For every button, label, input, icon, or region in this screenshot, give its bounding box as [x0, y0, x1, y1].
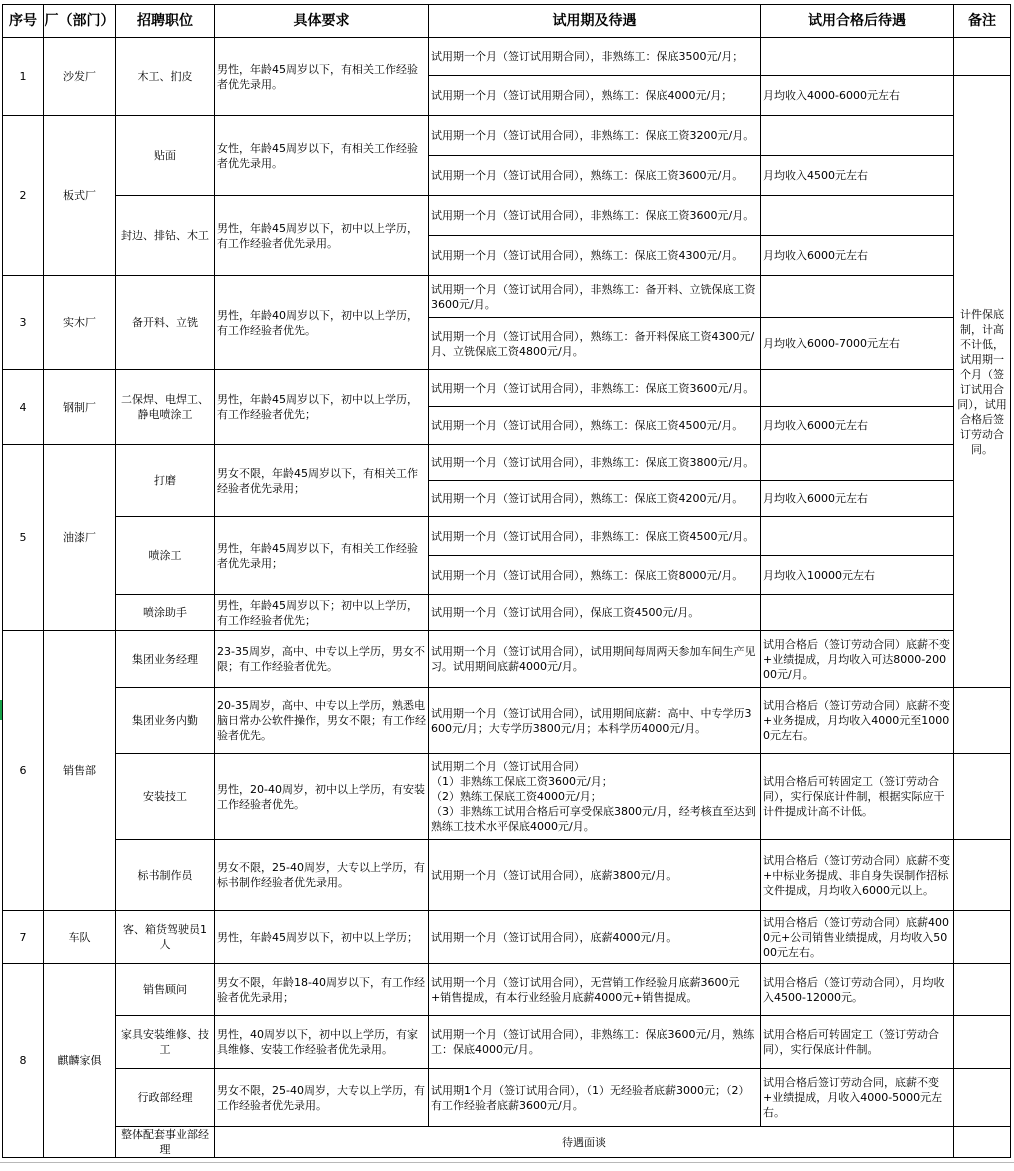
table-row: [3, 276, 1011, 318]
after-cell: [761, 38, 954, 76]
row-no: 2: [3, 116, 44, 276]
note-cell: [954, 1016, 1011, 1069]
requirement-cell: 女性，年龄45周岁以下，有相关工作经验者优先录用。: [215, 116, 429, 196]
trial-cell: 试用期一个月（签订试用合同），试用期间每周两天参加车间生产见习。试用期间底薪4000元/月。: [429, 631, 761, 688]
position-cell: 封边、排钻、木工: [116, 196, 215, 276]
row-no: 8: [3, 964, 44, 1158]
after-cell: 试用合格后可转固定工（签订劳动合同），实行保底计件制。: [761, 1016, 954, 1069]
trial-cell: 试用期一个月（签订试用合同），熟练工：保底工资3600元/月。: [429, 156, 761, 196]
table-row: [3, 116, 1011, 156]
factory-cell: 钢制厂: [44, 370, 116, 445]
trial-cell: 试用期1个月（签订试用合同），（1）无经验者底薪3000元；（2）有工作经验者底薪3600元/月。: [429, 1069, 761, 1127]
position-cell: 安装技工: [116, 754, 215, 840]
position-cell: 集团业务经理: [116, 631, 215, 688]
after-cell: 月均收入4500元左右: [761, 156, 954, 196]
note-cell: [954, 1069, 1011, 1127]
trial-cell: 试用期一个月（签订试用合同），底薪3800元/月。: [429, 840, 761, 911]
remark-cell: 计件保底制，计高不计低，试用期一个月（签订试用合同），试用合格后签订劳动合同。: [954, 76, 1011, 688]
trial-cell: 试用期一个月（签订试用合同），非熟练工：保底3600元/月，熟练工：保底4000元/月。: [429, 1016, 761, 1069]
header-trial: 试用期及待遇: [429, 5, 761, 38]
table-row: [3, 840, 1011, 911]
position-cell: 集团业务内勤: [116, 688, 215, 754]
requirement-cell: 男女不限，年龄45周岁以下，有相关工作经验者优先录用；: [215, 445, 429, 517]
table-row: [3, 1069, 1011, 1127]
position-cell: 备开料、立铣: [116, 276, 215, 370]
table-row: [3, 445, 1011, 481]
after-cell: 试用合格后可转固定工（签订劳动合同），实行保底计件制，根据实际应干计件提成计高不计低。: [761, 754, 954, 840]
table-row: [3, 517, 1011, 556]
trial-cell: 试用期一个月（签订试用合同），非熟练工：保底工资3600元/月。: [429, 196, 761, 236]
header-factory: 厂（部门）: [44, 5, 116, 38]
factory-cell: 沙发厂: [44, 38, 116, 116]
note-cell: [954, 911, 1011, 964]
requirement-cell: 男女不限，年龄18-40周岁以下，有工作经验者优先录用；: [215, 964, 429, 1016]
row-no: 1: [3, 38, 44, 116]
requirement-cell: 男性，年龄45周岁以下；初中以上学历，有工作经验者优先；: [215, 595, 429, 631]
table-row: [3, 631, 1011, 688]
after-cell: [761, 517, 954, 556]
position-cell: 家具安装维修、技工: [116, 1016, 215, 1069]
green-edge-mark: [0, 700, 2, 720]
trial-cell: 试用期一个月（签订试用合同），熟练工：保底工资8000元/月。: [429, 556, 761, 595]
table-row: [3, 1127, 1011, 1158]
requirement-cell: 23-35周岁，高中、中专以上学历，男女不限；有工作经验者优先。: [215, 631, 429, 688]
note-cell: [954, 964, 1011, 1016]
table-row: [3, 370, 1011, 407]
trial-cell: 试用期二个月（签订试用合同） （1）非熟练工保底工资3600元/月； （2）熟练工保底工资4000元/月； （3）非熟练工试用合格后可享受保底3800元/月，经考核直至达到熟练工技术水平保底4000元/月。: [429, 754, 761, 840]
note-cell: [954, 38, 1011, 76]
requirement-cell: 男性，20-40周岁，初中以上学历，有安装工作经验者优先。: [215, 754, 429, 840]
table-row: [3, 911, 1011, 964]
position-cell: 整体配套事业部经理: [116, 1127, 215, 1158]
after-cell: [761, 196, 954, 236]
after-cell: 月均收入6000元左右: [761, 481, 954, 517]
after-cell: [761, 445, 954, 481]
table-row: [3, 595, 1011, 631]
table-row: [3, 688, 1011, 754]
trial-cell: 试用期一个月（签订试用合同），无营销工作经验月底薪3600元+销售提成，有本行业经验月底薪4000元+销售提成。: [429, 964, 761, 1016]
after-cell: [761, 116, 954, 156]
after-cell: 试用合格后（签订劳动合同）底薪不变+中标业务提成、非自身失误制作招标文件提成，月均收入6000元以上。: [761, 840, 954, 911]
position-cell: 销售顾问: [116, 964, 215, 1016]
trial-cell: 试用期一个月（签订试用合同），熟练工：保底工资4200元/月。: [429, 481, 761, 517]
note-cell: [954, 840, 1011, 911]
table-row: [3, 1016, 1011, 1069]
after-cell: 试用合格后（签订劳动合同）底薪不变+业绩提成，月均收入可达8000-20000元/月。: [761, 631, 954, 688]
trial-cell: 试用期一个月（签订试用合同），非熟练工：保底工资3200元/月。: [429, 116, 761, 156]
trial-cell: 试用期一个月（签订试用合同），保底工资4500元/月。: [429, 595, 761, 631]
requirement-cell: 男性，年龄45周岁以下，初中以上学历，有工作经验者优先；: [215, 370, 429, 445]
position-cell: 木工、扪皮: [116, 38, 215, 116]
requirement-cell: 20-35周岁，高中、中专以上学历，熟悉电脑日常办公软件操作，男女不限；有工作经验者优先。: [215, 688, 429, 754]
trial-cell: 试用期一个月（签订试用合同），非熟练工：备开料、立铣保底工资3600元/月。: [429, 276, 761, 318]
after-cell: 试用合格后（签订劳动合同）底薪4000元+公司销售业绩提成，月均收入5000元左右。: [761, 911, 954, 964]
factory-cell: 板式厂: [44, 116, 116, 276]
trial-cell: 试用期一个月（签订试用合同），非熟练工：保底工资3800元/月。: [429, 445, 761, 481]
factory-cell: 麒麟家俱: [44, 964, 116, 1158]
header-requirement: 具体要求: [215, 5, 429, 38]
table-row: [3, 964, 1011, 1016]
note-cell: [954, 754, 1011, 840]
row-no: 5: [3, 445, 44, 631]
position-cell: 喷涂工: [116, 517, 215, 595]
note-cell: [954, 688, 1011, 754]
recruitment-table: [2, 4, 1011, 1158]
trial-cell: 试用期一个月（签订试用合同），非熟练工：保底工资4500元/月。: [429, 517, 761, 556]
trial-cell: 试用期一个月（签订试用合同），非熟练工：保底工资3600元/月。: [429, 370, 761, 407]
header-position: 招聘职位: [116, 5, 215, 38]
trial-cell: 试用期一个月（签订试用合同），熟练工：备开料保底工资4300元/月、立铣保底工资4800元/月。: [429, 318, 761, 370]
after-cell: 月均收入10000元左右: [761, 556, 954, 595]
position-cell: 二保焊、电焊工、静电喷涂工: [116, 370, 215, 445]
trial-cell: 试用期一个月（签订试用期合同），非熟练工：保底3500元/月；: [429, 38, 761, 76]
position-cell: 行政部经理: [116, 1069, 215, 1127]
requirement-cell: 男女不限，25-40周岁，大专以上学历，有标书制作经验者优先录用。: [215, 840, 429, 911]
after-cell: 月均收入6000元左右: [761, 407, 954, 445]
row-no: 3: [3, 276, 44, 370]
table-row: [3, 196, 1011, 236]
trial-cell: 试用期一个月（签订试用合同），试用期间底薪：高中、中专学历3600元/月；大专学历3800元/月；本科学历4000元/月。: [429, 688, 761, 754]
after-cell: 月均收入4000-6000元左右: [761, 76, 954, 116]
position-cell: 客、箱货驾驶员1人: [116, 911, 215, 964]
factory-cell: 销售部: [44, 631, 116, 911]
row-no: 6: [3, 631, 44, 911]
after-cell: [761, 370, 954, 407]
trial-cell: 试用期一个月（签订试用期合同），熟练工：保底4000元/月；: [429, 76, 761, 116]
trial-cell: 试用期一个月（签订试用合同），熟练工：保底工资4500元/月。: [429, 407, 761, 445]
header-row: [3, 5, 1011, 38]
requirement-cell: 男性，年龄45周岁以下，初中以上学历，有工作经验者优先录用。: [215, 196, 429, 276]
position-cell: 标书制作员: [116, 840, 215, 911]
header-no: 序号: [3, 5, 44, 38]
factory-cell: 车队: [44, 911, 116, 964]
row-no: 7: [3, 911, 44, 964]
note-cell: [954, 1127, 1011, 1158]
position-cell: 打磨: [116, 445, 215, 517]
requirement-cell: 男性，年龄45周岁以下，初中以上学历；: [215, 911, 429, 964]
requirement-cell: 男性，年龄45周岁以下，有相关工作经验者优先录用；: [215, 517, 429, 595]
trial-cell: 试用期一个月（签订试用合同），底薪4000元/月。: [429, 911, 761, 964]
requirement-cell: 男性，40周岁以下，初中以上学历，有家具维修、安装工作经验者优先录用。: [215, 1016, 429, 1069]
position-cell: 喷涂助手: [116, 595, 215, 631]
bottom-divider: [0, 1162, 1014, 1163]
after-cell: 月均收入6000元左右: [761, 236, 954, 276]
after-cell: [761, 595, 954, 631]
after-cell: 试用合格后（签订劳动合同）底薪不变+业务提成，月均收入4000元至10000元左右。: [761, 688, 954, 754]
after-cell: [761, 276, 954, 318]
factory-cell: 实木厂: [44, 276, 116, 370]
requirement-cell: 男性，年龄45周岁以下，有相关工作经验者优先录用。: [215, 38, 429, 116]
requirement-cell: 男性，年龄40周岁以下，初中以上学历，有工作经验者优先。: [215, 276, 429, 370]
after-cell: 试用合格后签订劳动合同，底薪不变+业绩提成，月收入4000-5000元左右。: [761, 1069, 954, 1127]
after-cell: 试用合格后（签订劳动合同），月均收入4500-12000元。: [761, 964, 954, 1016]
table-row: [3, 754, 1011, 840]
after-cell: 月均收入6000-7000元左右: [761, 318, 954, 370]
position-cell: 贴面: [116, 116, 215, 196]
requirement-cell: 男女不限，25-40周岁，大专以上学历，有工作经验者优先录用。: [215, 1069, 429, 1127]
factory-cell: 油漆厂: [44, 445, 116, 631]
header-note: 备注: [954, 5, 1011, 38]
table-row: [3, 38, 1011, 76]
trial-cell: 待遇面谈: [215, 1127, 954, 1158]
trial-cell: 试用期一个月（签订试用合同），熟练工：保底工资4300元/月。: [429, 236, 761, 276]
header-after: 试用合格后待遇: [761, 5, 954, 38]
row-no: 4: [3, 370, 44, 445]
